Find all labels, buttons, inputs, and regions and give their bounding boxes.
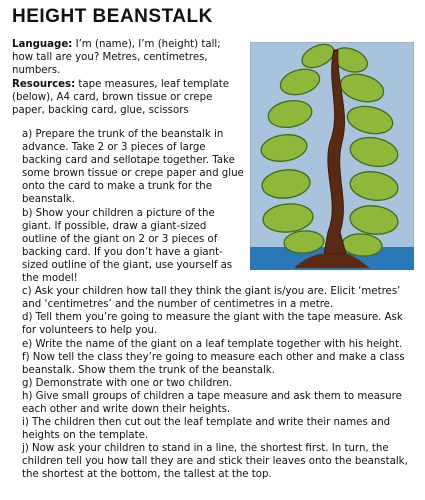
resources-text: tape measures, leaf template (below), A4 card, brown tissue or crepe paper, backing card, glue, scissors xyxy=(12,78,230,117)
step-i: i) The children then cut out the leaf template and write their names and heights on the template. xyxy=(22,417,391,442)
step-c: c) Ask your children how tall they think the giant is/you are. Elicit ‘metres’ and ‘centimetres’ and the number of centimetres in a metre. xyxy=(22,286,401,311)
step-d: d) Tell them you’re going to measure the giant with the tape measure. Ask for volunteers to help you. xyxy=(22,312,403,337)
language-line xyxy=(12,38,244,78)
intro-block xyxy=(12,38,244,117)
language-text: I’m (name), I’m (height) tall; how tall are you? Metres, centimetres, numbers. xyxy=(12,39,221,77)
page-title: HEIGHT BEANSTALK xyxy=(12,6,213,27)
step-b: b) Show your children a picture of the giant. If possible, draw a giant-sized outline of the giant on 2 or 3 pieces of backing card. If you don’t have a giant-sized outline of the giant, use yourself as the model! xyxy=(22,207,233,285)
resources-line xyxy=(12,78,244,118)
step-j: j) Now ask your children to stand in a line, the shortest first. In turn, the children tell you how tall they are and stick their leaves onto the beanstalk, the shortest at the bottom, the tallest at the top. xyxy=(22,443,408,481)
step-h: h) Give small groups of children a tape measure and ask them to measure each other and write down their heights. xyxy=(22,390,402,415)
step-e: e) Write the name of the giant on a leaf template together with his height. xyxy=(22,338,403,350)
step-f: f) Now tell the class they’re going to measure each other and make a class beanstalk. Show them the trunk of the beanstalk. xyxy=(22,351,405,376)
language-label: Language: xyxy=(12,39,73,50)
step-a: a) Prepare the trunk of the beanstalk in advance. Take 2 or 3 pieces of large backing card and sellotape together. Take some brown tissue or crepe paper and glue onto the card to make a trunk for the beanstalk. xyxy=(22,129,244,206)
step-g: g) Demonstrate with one or two children. xyxy=(22,377,233,389)
resources-label: Resources: xyxy=(12,78,76,90)
instruction-steps xyxy=(22,128,418,482)
